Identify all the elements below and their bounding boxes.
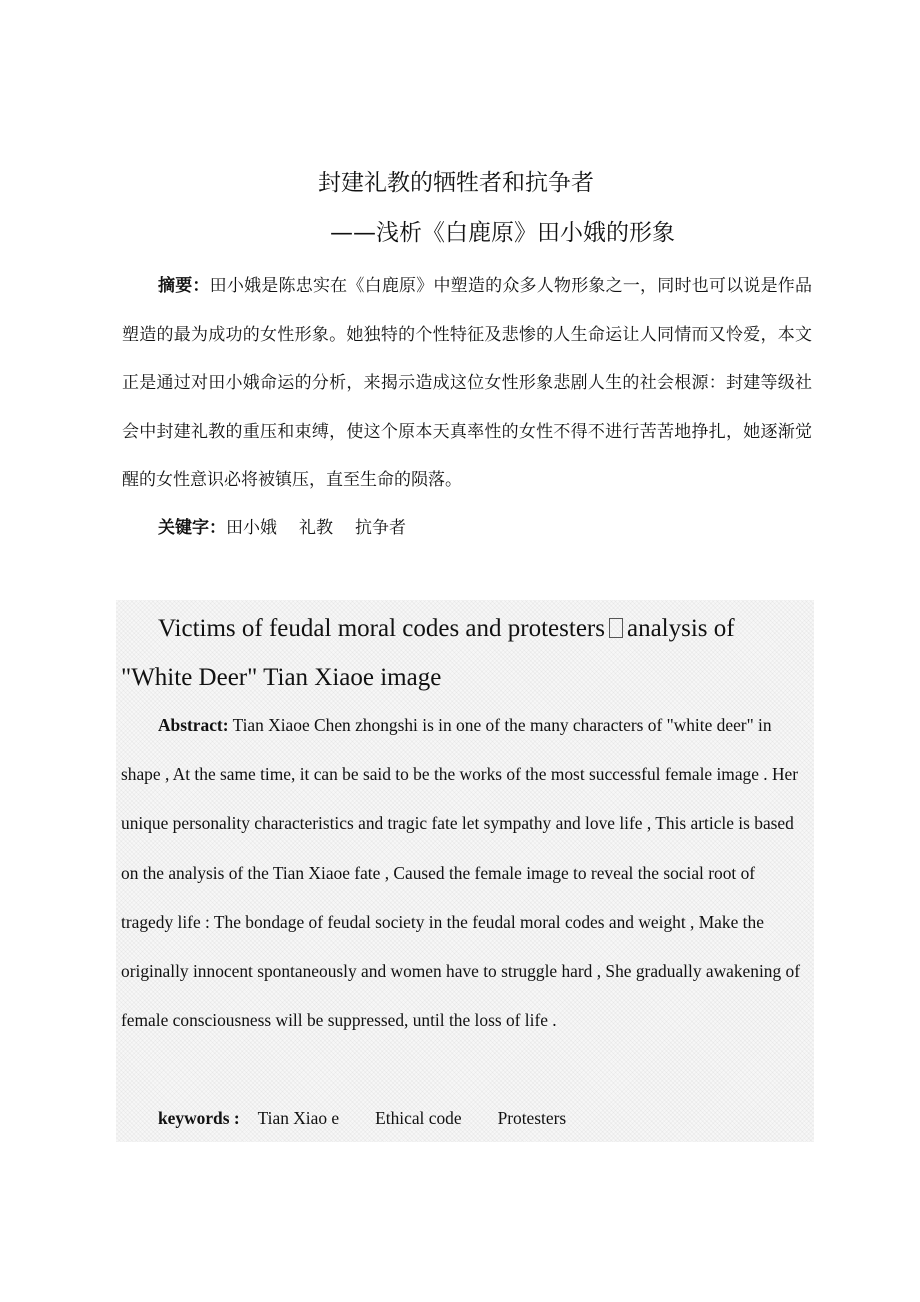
chinese-keyword: 抗争者 <box>355 518 406 538</box>
english-keyword: Ethical code <box>375 1108 462 1128</box>
chinese-keywords-label: 关键字： <box>158 518 226 538</box>
english-keywords <box>158 1098 566 1138</box>
english-title <box>121 604 811 702</box>
english-title-part2: analysis of "White Deer" Tian Xiaoe image <box>121 615 735 691</box>
chinese-keyword: 田小娥 <box>226 518 277 538</box>
english-keyword: Protesters <box>497 1108 567 1128</box>
english-abstract <box>121 701 811 1045</box>
chinese-keyword: 礼教 <box>299 518 333 538</box>
chinese-title: 封建礼教的牺牲者和抗争者 <box>318 170 594 196</box>
english-keywords-label: keywords : <box>158 1108 240 1128</box>
english-abstract-text: Tian Xiaoe Chen zhongshi is in one of the many characters of "white deer" in shape , At the same time, it can be said to be the works of the most successful female image . Her unique personality characteristics and tragic fate let sympathy and love life , This article is based on the analysis of the Tian Xiaoe fate , Caused the female image to reveal the social root of tragedy life : The bondage of feudal society in the feudal moral codes and weight , Make the originally innocent spontaneously and women have to struggle hard , She gradually awakening of female consciousness will be suppressed, until the loss of life . <box>121 715 801 1031</box>
chinese-subtitle: ——浅析《白鹿原》田小娥的形象 <box>330 220 675 246</box>
chinese-abstract <box>122 262 812 505</box>
chinese-abstract-label: 摘要： <box>158 276 210 296</box>
chinese-abstract-text: 田小娥是陈忠实在《白鹿原》中塑造的众多人物形象之一，同时也可以说是作品塑造的最为成功的女性形象。她独特的个性特征及悲惨的人生命运让人同情而又怜爱，本文正是通过对田小娥命运的分析，来揭示造成这位女性形象悲剧人生的社会根源：封建等级社会中封建礼教的重压和束缚，使这个原本天真率性的女性不得不进行苦苦地挣扎，她逐渐觉醒的女性意识必将被镇压，直至生命的陨落。 <box>122 276 813 490</box>
english-abstract-label: Abstract: <box>158 715 229 735</box>
english-title-part1: Victims of feudal moral codes and protesters <box>158 615 605 642</box>
english-keyword: Tian Xiao e <box>257 1108 340 1128</box>
chinese-keywords <box>158 508 406 548</box>
english-abstract-section <box>116 600 814 1142</box>
missing-glyph-box-icon <box>609 618 623 638</box>
